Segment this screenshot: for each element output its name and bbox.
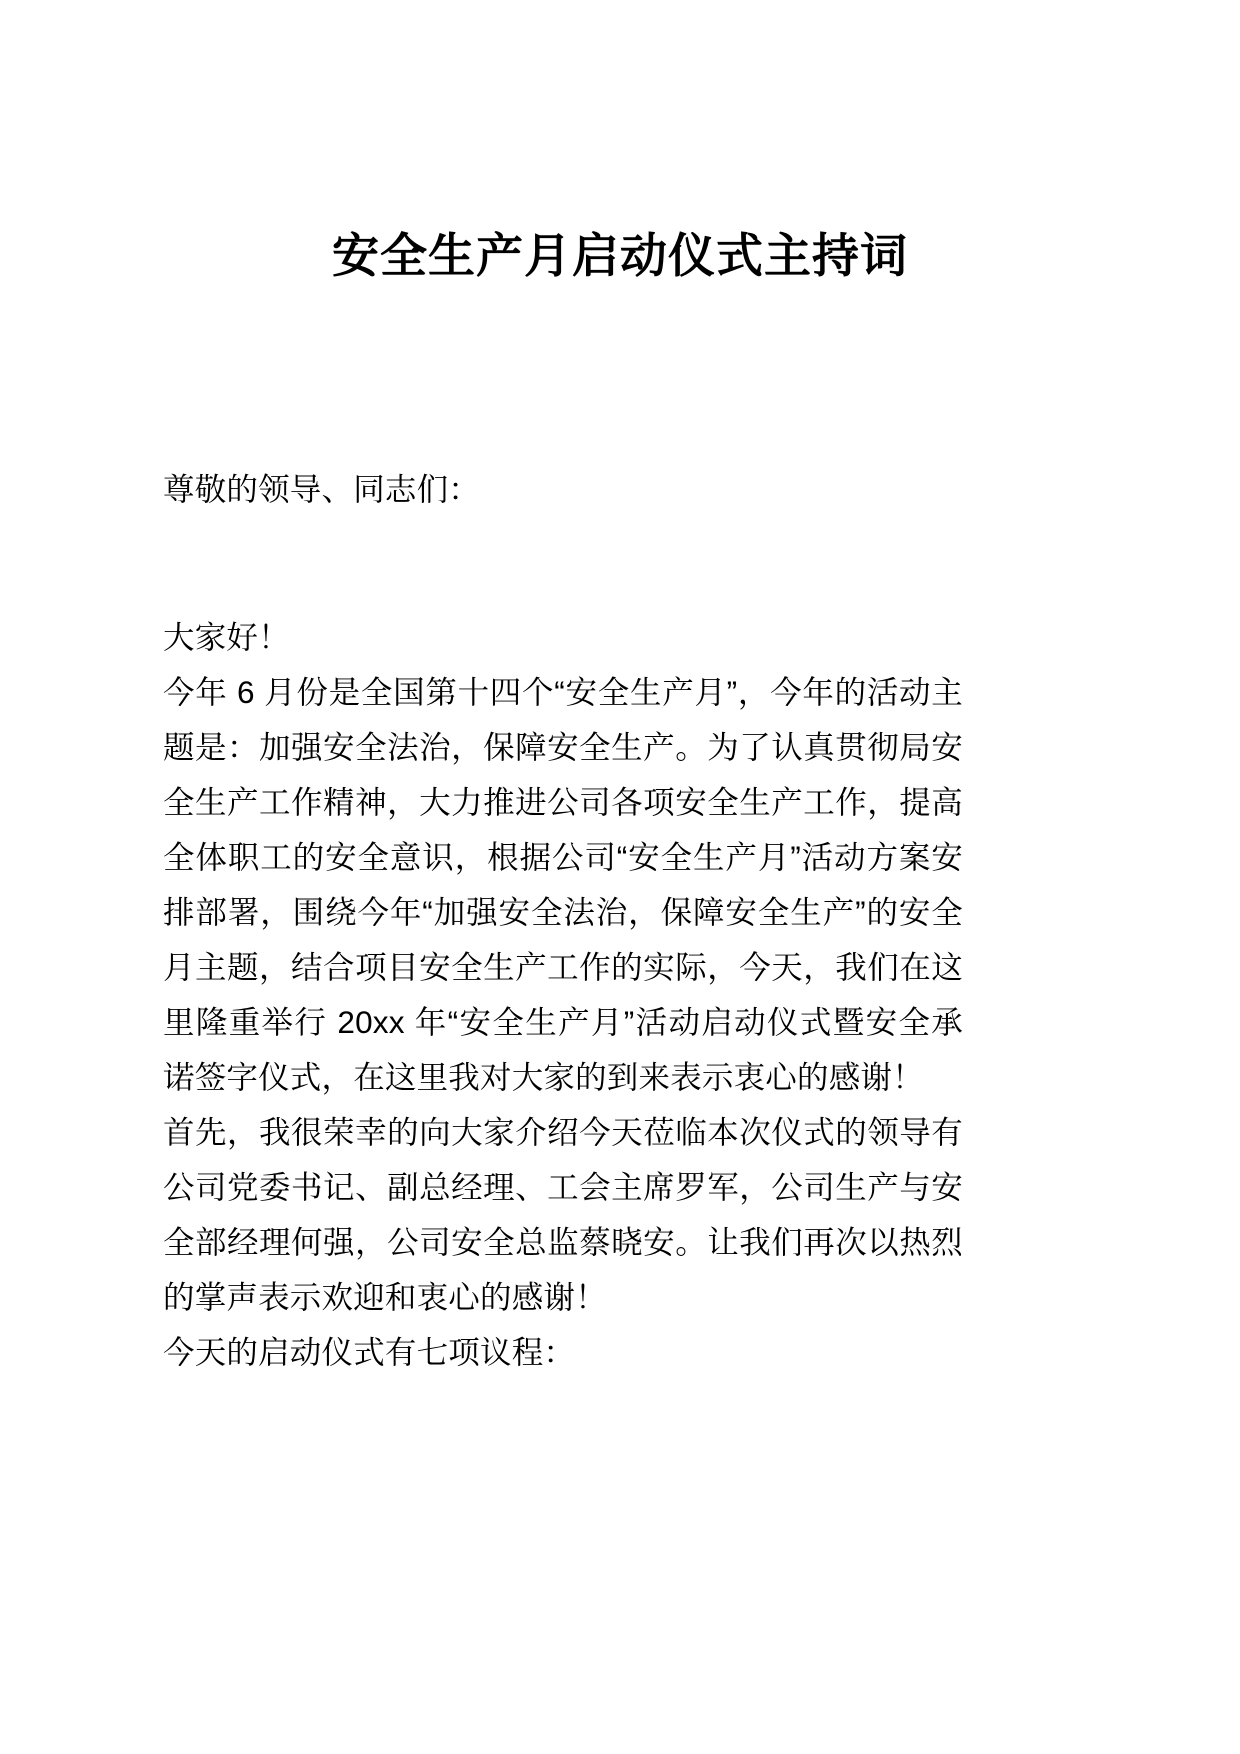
document-content [163,462,963,1380]
main-body-paragraph: 今年 6 月份是全国第十四个“安全生产月”，今年的活动主题是：加强安全法治，保障安全生产。为了认真贯彻局安全生产工作精神，大力推进公司各项安全生产工作，提高全体职工的安全意识，根据公司“安全生产月”活动方案安排部署，围绕今年“加强安全法治，保障安全生产”的安全月主题，结合项目安全生产工作的实际，今天，我们在这里隆重举行 20xx 年“安全生产月”活动启动仪式暨安全承诺签字仪式，在这里我对大家的到来表示衷心的感谢！ [163,674,963,1095]
greeting-paragraph: 大家好！ [163,619,290,655]
page-title: 安全生产月启动仪式主持词 [332,229,908,282]
agenda-intro-paragraph: 今天的启动仪式有七项议程： [163,1334,576,1370]
introduction-paragraph: 首先，我很荣幸的向大家介绍今天莅临本次仪式的领导有公司党委书记、副总经理、工会主席罗军，公司生产与安全部经理何强，公司安全总监蔡晓安。让我们再次以热烈的掌声表示欢迎和衷心的感谢！ [163,1114,963,1315]
salutation-paragraph: 尊敬的领导、同志们： [163,471,481,507]
